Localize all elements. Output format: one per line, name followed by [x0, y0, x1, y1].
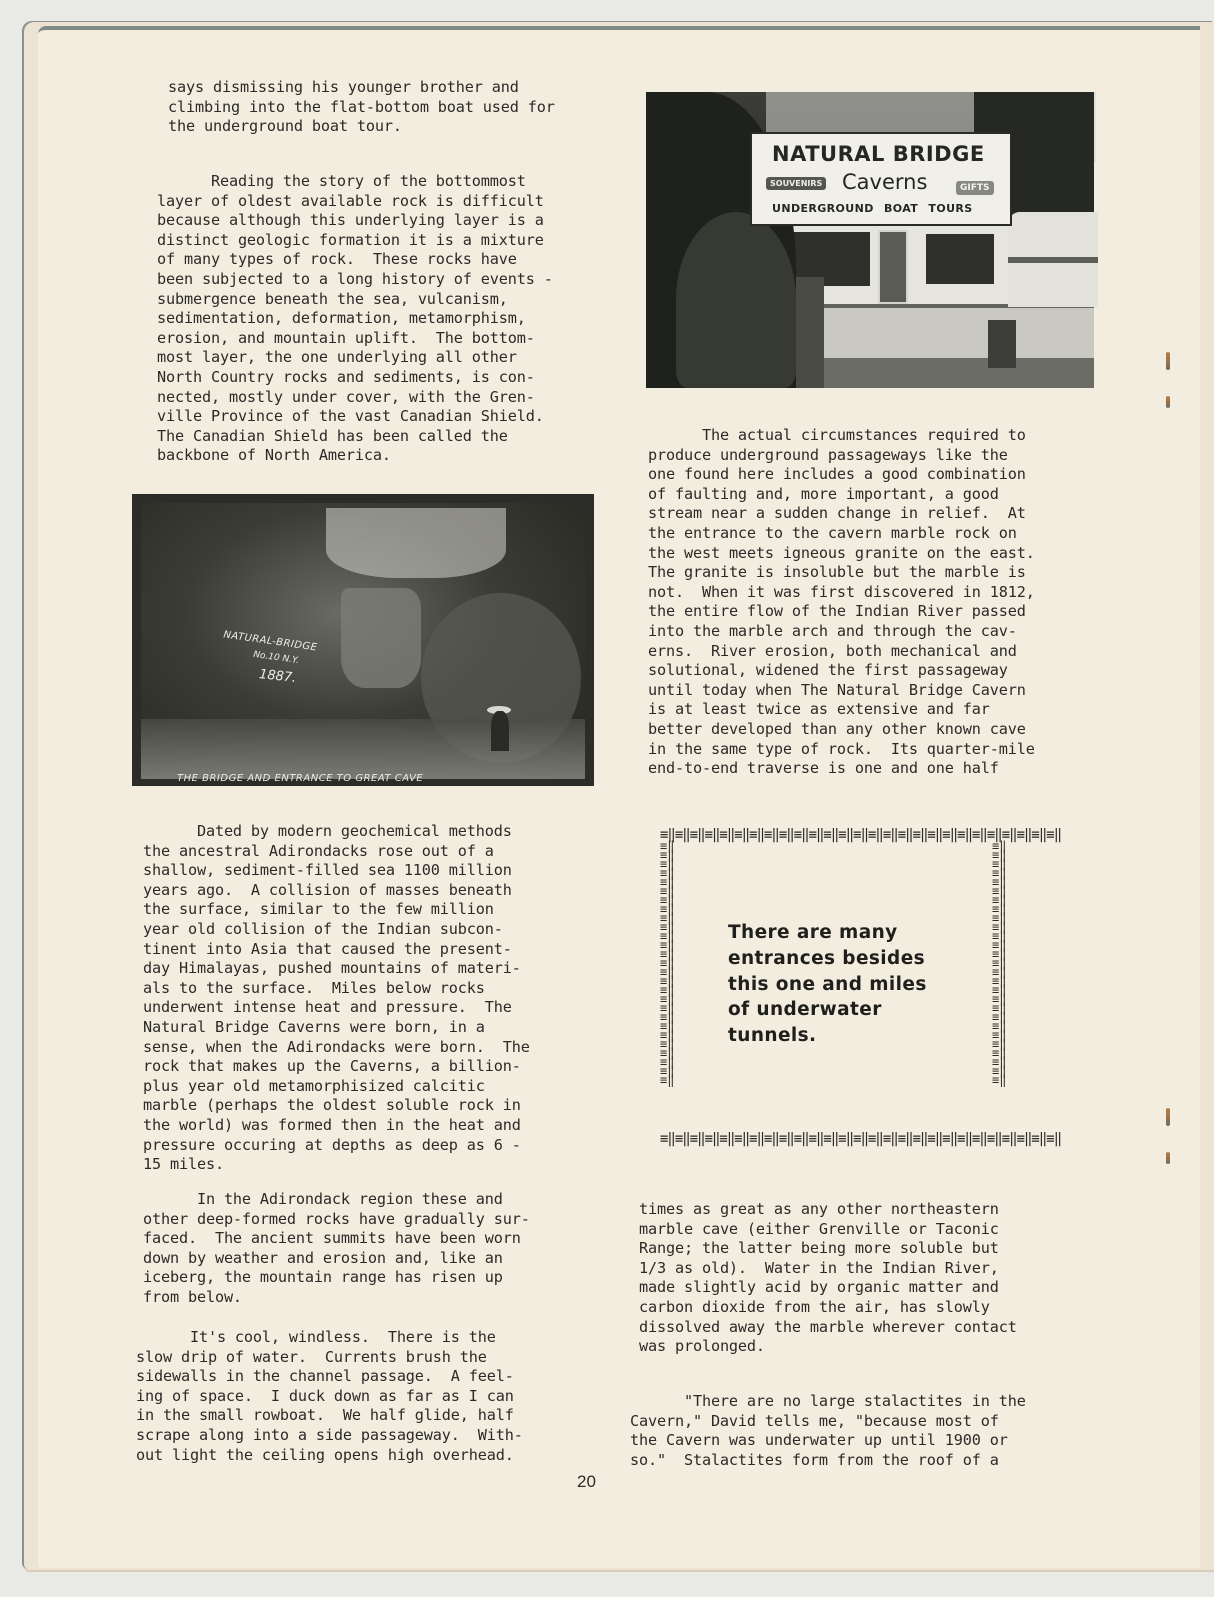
left-text-block-2: Reading the story of the bottommost layer of oldest available rock is difficult because although this underlying layer is a distinct geologic formation it is a mixture of many types of rock. These rocks have been subjected to a long history of events - submergence beneath the sea, vulcanism, sedimentation, deformation, metamorphism, erosion, and mountain uplift. The bottom- most layer, the one underlying all other North Country rocks and sediments, is con- nected, mostly under cover, with the Gren- ville Province of the vast Canadian Shield. The Canadian Shield has been called the backbone of North America. — [157, 172, 553, 465]
photo-image-area — [141, 503, 585, 784]
sign-title: NATURAL BRIDGE — [772, 142, 985, 166]
sign-badge-souvenirs: SOUVENIRS — [766, 177, 826, 190]
photo-stump — [796, 277, 824, 388]
photo-window-right — [926, 234, 994, 284]
left-text-block-4: In the Adirondack region these and other deep-formed rocks have gradually sur- faced. The ancient summits have been worn down by weather and erosion and, like an iceberg, the mountain range has risen up from below. — [143, 1190, 530, 1306]
callout-box — [660, 827, 1062, 1147]
caverns-sign-board — [750, 132, 1012, 226]
callout-handwritten-text: There are many entrances besides this one and miles of underwater tunnels. — [728, 922, 927, 1047]
left-text-block-3: Dated by modern geochemical methods the ancestral Adirondacks rose out of a shallow, sediment-filled sea 1100 million years ago. A collision of masses beneath the surface, similar to the few million year old collision of the Indian subcon- tinent into Asia that caused the present- day Himalayas, pushed mountains of materi- als to the surface. Miles below rocks underwent intense heat and pressure. The Natural Bridge Caverns were born, in a sense, when the Adirondacks were born. The rock that makes up the Caverns, a billion- plus year old metamorphisized calcitic marble (perhaps the oldest soluble rock in the world) was formed then in the heat and pressure occuring at depths as deep as 6 - 15 miles. — [143, 822, 530, 1174]
right-text-block-1: The actual circumstances required to produce underground passageways like the one found here includes a good combination of faulting and, more important, a good stream near a sudden change in relief. At the entrance to the cavern marble rock on the west meets igneous granite on the east. The granite is insoluble but the marble is not. When it was first discovered in 1812, the entire flow of the Indian River passed into the marble arch and through the cav- erns. River erosion, both mechanical and solutional, widened the first passageway until today when The Natural Bridge Cavern is at least twice as extensive and far better developed than any other known cave in the same type of rock. Its quarter-mile end-to-end traverse is one and one half — [648, 426, 1035, 778]
sign-badge-gifts: GIFTS — [956, 181, 994, 195]
photo-stream — [141, 719, 585, 779]
sign-bottom-line: UNDERGROUND BOAT TOURS — [772, 202, 973, 215]
staple-top-clip — [1166, 396, 1170, 408]
photo-sky — [326, 508, 506, 578]
callout-border-right: ≡‖≡‖≡‖≡‖≡‖≡‖≡‖≡‖≡‖≡‖≡‖≡‖≡‖≡‖≡‖≡‖≡‖≡‖≡‖≡‖≡‖≡‖≡‖≡‖≡‖≡‖≡‖ — [992, 839, 1007, 1087]
photo-bush — [676, 212, 796, 388]
photo-label-year: 1887. — [258, 667, 297, 686]
right-text-block-3: "There are no large stalactites in the Cavern," David tells me, "because most of the Cavern was underwater up until 1900 or so." Stalactites form from the roof of a — [630, 1392, 1026, 1469]
photo-stump — [988, 320, 1016, 368]
left-text-block-1: says dismissing his younger brother and climbing into the flat-bottom boat used for the underground boat tour. — [168, 78, 555, 136]
photo-rock-face — [341, 588, 421, 688]
photo-caption: THE BRIDGE AND ENTRANCE TO GREAT CAVE — [177, 773, 424, 784]
photo-rv-stripe — [1008, 257, 1098, 263]
callout-border-bottom: ≡‖≡‖≡‖≡‖≡‖≡‖≡‖≡‖≡‖≡‖≡‖≡‖≡‖≡‖≡‖≡‖≡‖≡‖≡‖≡‖≡‖≡‖≡‖≡‖≡‖≡‖≡‖ — [660, 1131, 1062, 1147]
photo-grass — [806, 358, 1094, 388]
callout-border-left: ≡‖≡‖≡‖≡‖≡‖≡‖≡‖≡‖≡‖≡‖≡‖≡‖≡‖≡‖≡‖≡‖≡‖≡‖≡‖≡‖≡‖≡‖≡‖≡‖≡‖≡‖≡‖ — [660, 839, 675, 1087]
staple-bottom-clip — [1166, 1152, 1170, 1164]
photo-person — [491, 711, 509, 751]
photo-label-line-1: NATURAL-BRIDGE — [222, 629, 319, 654]
photo-label-line-2: No.10 N.Y. — [252, 649, 300, 667]
page-number: 20 — [577, 1472, 596, 1491]
callout-border-top: ≡‖≡‖≡‖≡‖≡‖≡‖≡‖≡‖≡‖≡‖≡‖≡‖≡‖≡‖≡‖≡‖≡‖≡‖≡‖≡‖≡‖≡‖≡‖≡‖≡‖≡‖≡‖ — [660, 827, 1062, 843]
photo-natural-bridge-caverns-sign — [646, 92, 1094, 388]
photo-door — [878, 230, 908, 304]
historic-photo-natural-bridge-1887 — [132, 494, 594, 786]
sign-subtitle: Caverns — [842, 170, 928, 194]
staple-bottom — [1166, 1108, 1170, 1126]
staple-top — [1166, 352, 1170, 370]
right-text-block-2: times as great as any other northeastern marble cave (either Grenville or Taconic Range; the latter being more soluble but 1/3 as old). Water in the Indian River, made slightly acid by organic matter and carbon dioxide from the air, has slowly dissolved away the marble wherever contact was prolonged. — [639, 1200, 1017, 1356]
left-text-block-5: It's cool, windless. There is the slow drip of water. Currents brush the sidewalls in the channel passage. A feel- ing of space. I duck down as far as I can in the small rowboat. We half glide, half scrape along into a side passageway. With- out light the ceiling opens high overhead. — [136, 1328, 523, 1464]
